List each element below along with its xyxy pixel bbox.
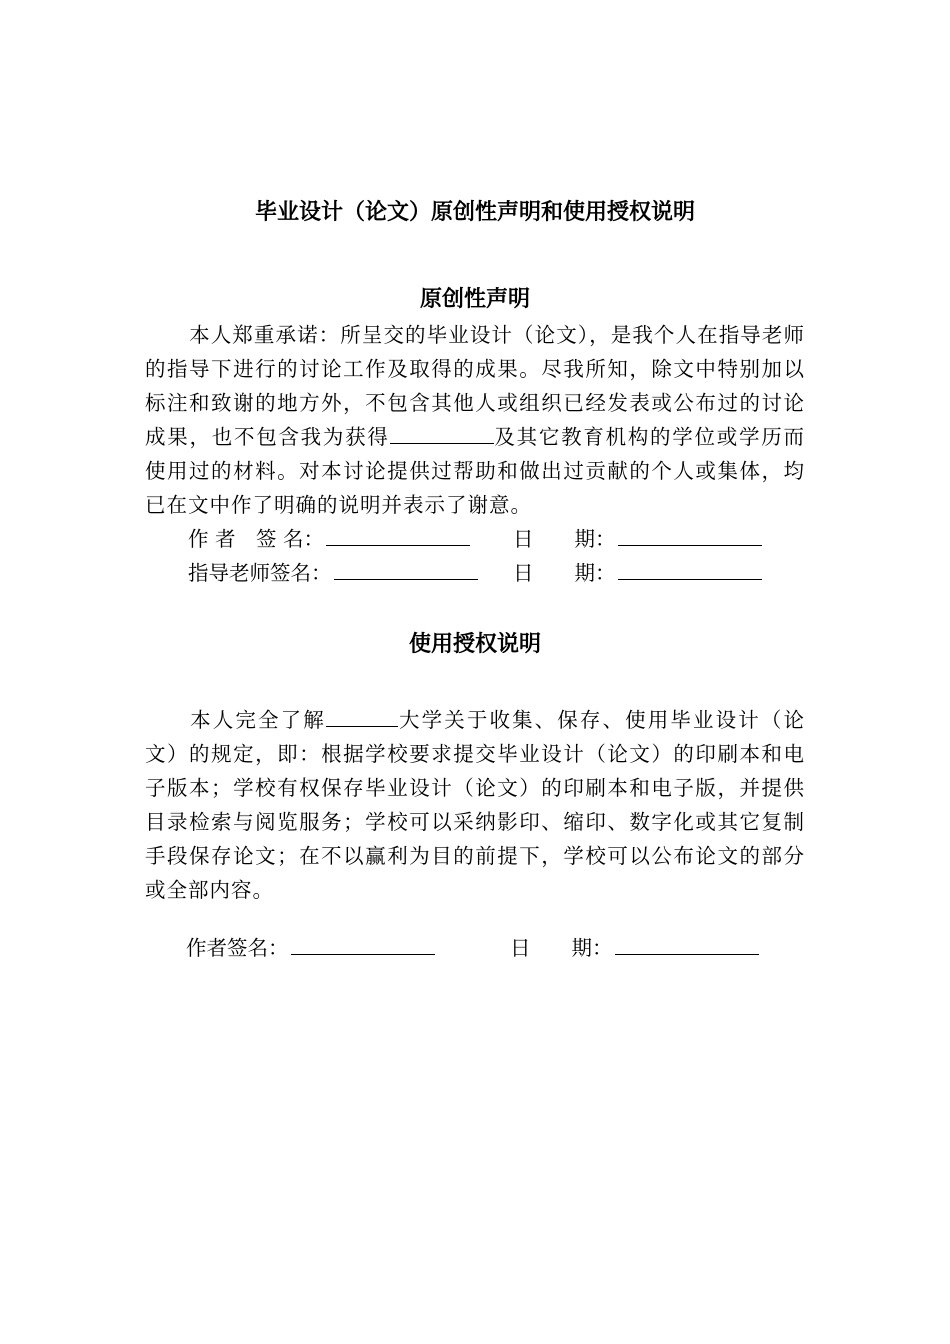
degree-blank-field[interactable] [390, 421, 494, 444]
author-signature-field[interactable] [326, 523, 470, 546]
author-signature-row [188, 523, 470, 554]
authorization-signature-row [186, 932, 435, 963]
authorization-date-label: 日 期： [510, 936, 613, 960]
author-date-label: 日 期： [513, 527, 616, 551]
advisor-date-field[interactable] [618, 557, 762, 580]
university-blank-field[interactable] [326, 704, 398, 727]
advisor-date-label: 日 期： [513, 561, 616, 585]
authorization-signature-label: 作者签名： [186, 936, 289, 960]
originality-statement [145, 318, 805, 522]
advisor-signature-label: 指导老师签名： [188, 561, 332, 585]
authorization-text-part2: 大学关于收集、保存、使用毕业设计（论文）的规定，即：根据学校要求提交毕业设计（论文）的印刷本和电子版本；学校有权保存毕业设计（论文）的印刷本和电子版，并提供目录检索与阅览服务；学校可以采纳影印、缩印、数字化或其它复制手段保存论文；在不以赢利为目的前提下，学校可以公布论文的部分或全部内容。 [145, 708, 806, 902]
advisor-signature-field[interactable] [334, 557, 478, 580]
author-signature-label: 作 者 签 名： [188, 527, 325, 551]
originality-text-part1: 本人郑重承诺：所呈交的毕业设计（论文），是我个人在指导老师的指导下进行的讨论工作及取得的成果。尽我所知，除文中特别加以标注和致谢的地方外，不包含其他人或组织已经发表或公布过的讨论成果，也不包含我为获得 [145, 323, 805, 449]
authorization-statement [145, 703, 805, 907]
authorization-date-row [510, 932, 759, 963]
authorization-heading: 使用授权说明 [408, 632, 541, 657]
authorization-date-field[interactable] [615, 932, 759, 955]
authorization-text-part1: 本人完全了解 [189, 708, 326, 732]
author-date-row [513, 523, 762, 554]
originality-heading: 原创性声明 [419, 287, 530, 312]
originality-text-part2: 及其它教育机构的学位或学历而使用过的材料。对本讨论提供过帮助和做出过贡献的个人或集体，均已在文中作了明确的说明并表示了谢意。 [145, 425, 805, 517]
advisor-date-row [513, 557, 762, 588]
authorization-signature-field[interactable] [291, 932, 435, 955]
author-date-field[interactable] [618, 523, 762, 546]
document-title: 毕业设计（论文）原创性声明和使用授权说明 [254, 200, 695, 225]
advisor-signature-row [188, 557, 478, 588]
